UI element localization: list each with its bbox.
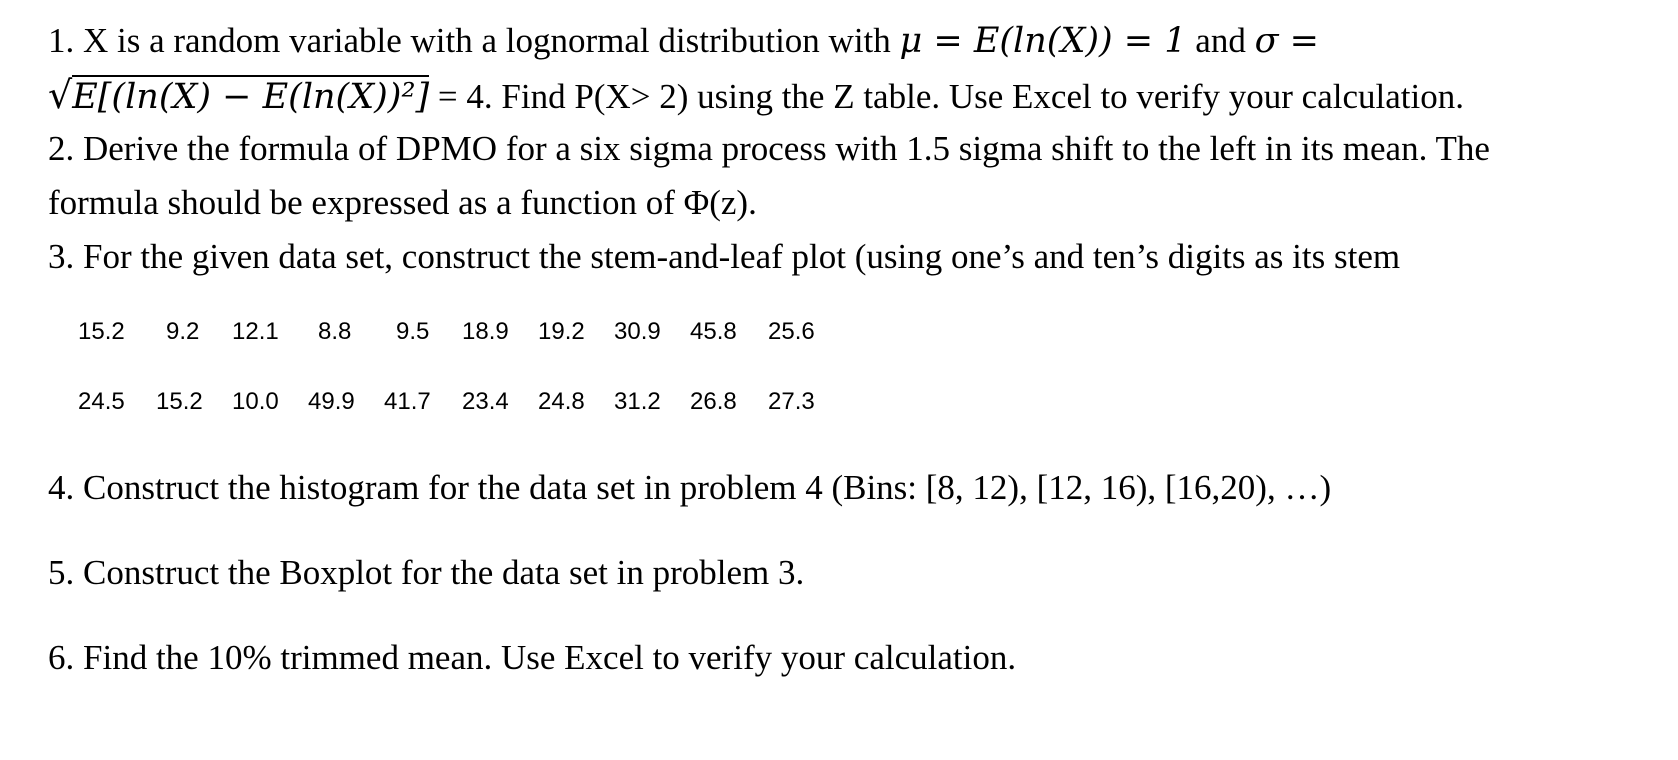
q1-question-text: Find P(X> 2) using the Z table. Use Excel to verify your calculation. xyxy=(492,77,1464,116)
data-value: 10.0 xyxy=(232,388,279,415)
q2-line-2: formula should be expressed as a function of Φ(z). xyxy=(48,183,757,222)
data-value: 15.2 xyxy=(156,388,203,415)
data-value: 31.2 xyxy=(614,388,661,415)
q1-and-text: and xyxy=(1186,21,1255,60)
q2-line-1: 2. Derive the formula of DPMO for a six sigma process with 1.5 sigma shift to the left in its mean. The xyxy=(48,129,1490,168)
q5-text: 5. Construct the Boxplot for the data set in problem 3. xyxy=(48,553,805,592)
data-value: 19.2 xyxy=(538,318,585,345)
q1-radicand: E[(ln(X) − E(ln(X))²] xyxy=(72,77,430,117)
data-value: 24.5 xyxy=(78,388,125,415)
data-value: 24.8 xyxy=(538,388,585,415)
data-value: 9.2 xyxy=(166,318,200,345)
data-value: 26.8 xyxy=(690,388,737,415)
data-value: 49.9 xyxy=(308,388,355,415)
data-value: 41.7 xyxy=(384,388,431,415)
data-value: 45.8 xyxy=(690,318,737,345)
q1-line-2 xyxy=(48,68,1668,122)
q1-intro-text: 1. X is a random variable with a lognormal distribution with xyxy=(48,21,900,60)
data-value: 30.9 xyxy=(614,318,661,345)
data-value: 15.2 xyxy=(78,318,125,345)
q4-text: 4. Construct the histogram for the data set in problem 4 (Bins: [8, 12), [12, 16), [16,20), …) xyxy=(48,468,1332,507)
q1-line-1 xyxy=(48,14,1668,68)
q1-sqrt-expression xyxy=(48,68,429,124)
data-value: 12.1 xyxy=(232,318,279,345)
q6-text: 6. Find the 10% trimmed mean. Use Excel to verify your calculation. xyxy=(48,638,1017,677)
q1-equals-four: = 4. xyxy=(429,77,493,116)
data-value: 9.5 xyxy=(396,318,430,345)
q3-line-1: 3. For the given data set, construct the stem-and-leaf plot (using one’s and ten’s digits as its stem xyxy=(48,237,1401,276)
sqrt-icon: √ xyxy=(48,73,73,117)
data-value: 25.6 xyxy=(768,318,815,345)
q1-sigma-expression: σ = xyxy=(1254,21,1319,61)
data-value: 27.3 xyxy=(768,388,815,415)
data-value: 8.8 xyxy=(318,318,352,345)
problem-set-document xyxy=(48,14,1668,284)
data-value: 18.9 xyxy=(462,318,509,345)
data-value: 23.4 xyxy=(462,388,509,415)
q1-mu-expression: μ = E(ln(X)) = 1 xyxy=(899,21,1187,61)
